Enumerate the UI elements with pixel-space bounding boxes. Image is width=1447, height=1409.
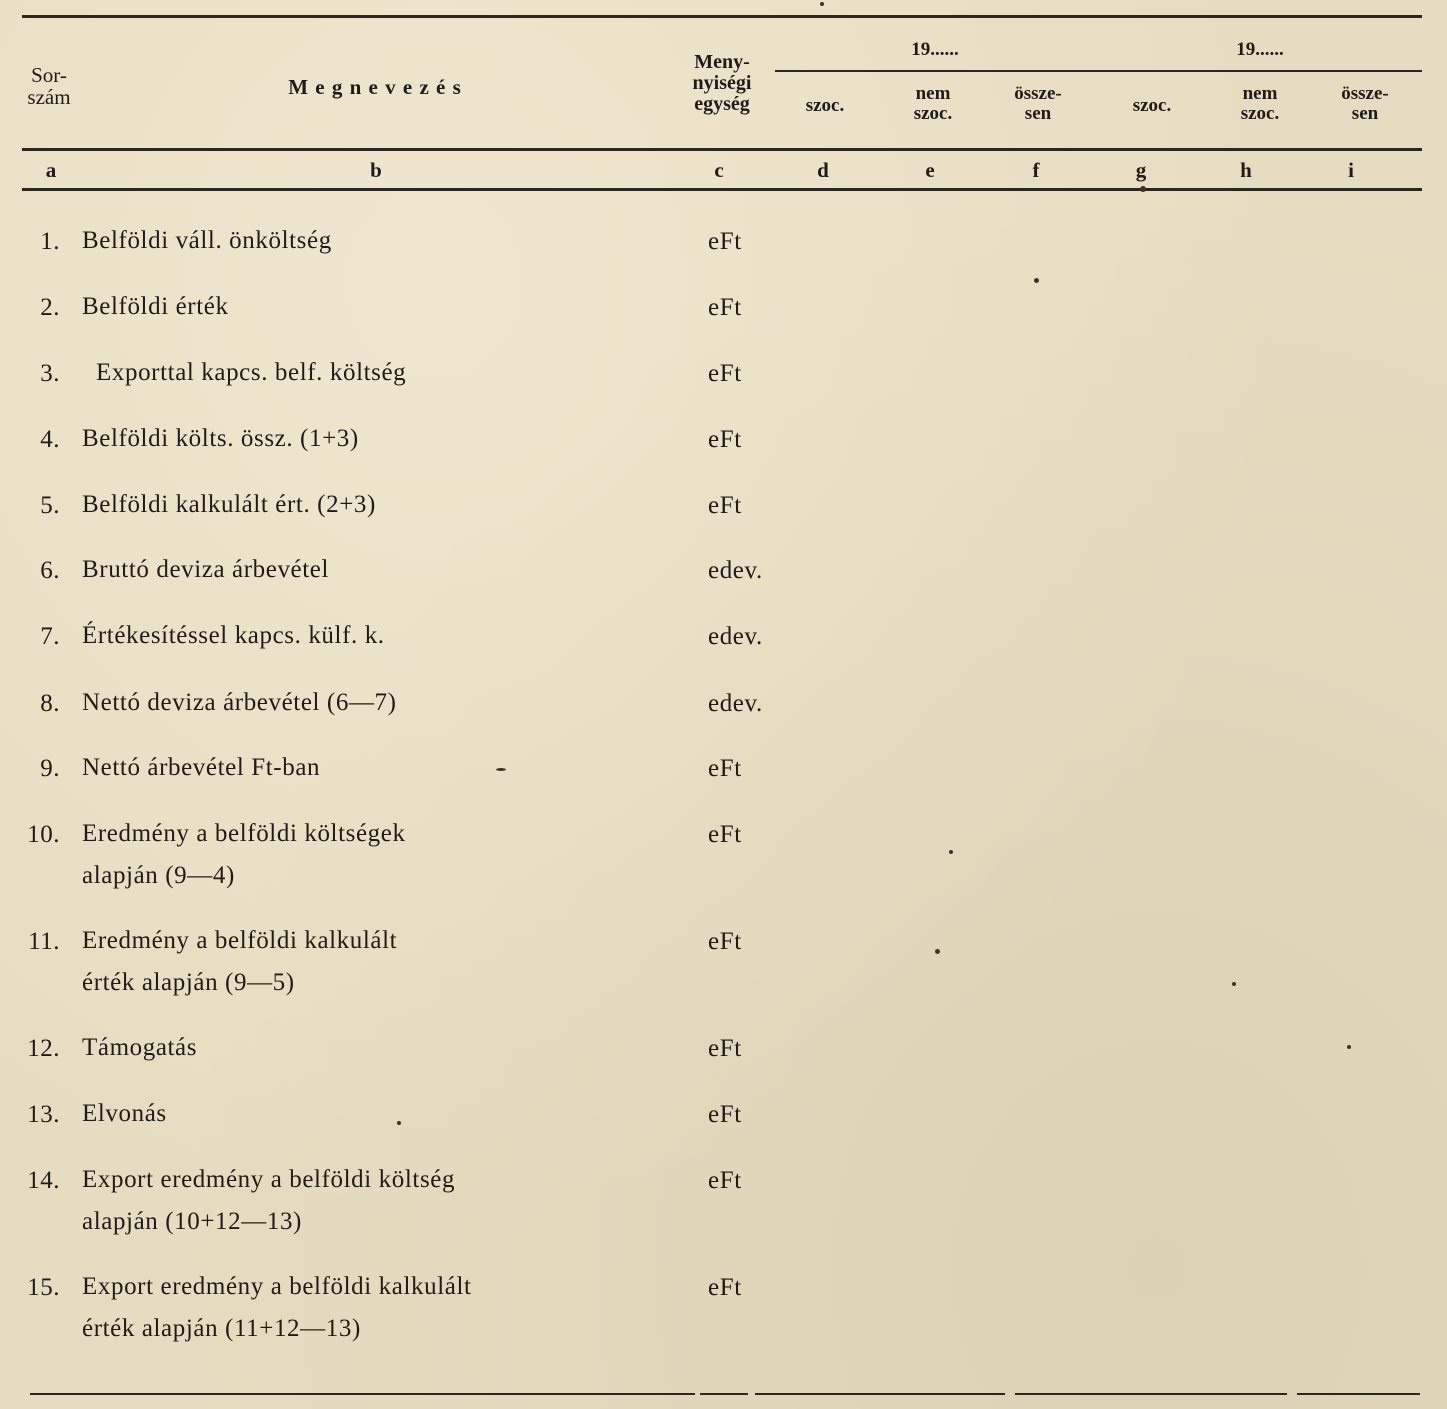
name-header: M e g n e v e z é s bbox=[288, 75, 462, 99]
row-number: 8. bbox=[40, 690, 60, 717]
row-name: Nettó árbevétel Ft-ban bbox=[82, 754, 321, 781]
paper-speck bbox=[1034, 278, 1039, 283]
col-letter-d: d bbox=[817, 158, 829, 182]
row-number: 1. bbox=[40, 228, 60, 255]
bottom-rule-segment bbox=[1015, 1393, 1287, 1395]
sub-col-h: nem szoc. bbox=[1240, 83, 1280, 124]
bottom-rule-segment bbox=[755, 1393, 1005, 1395]
year-group-rule bbox=[775, 70, 1422, 72]
row-name: Nettó deviza árbevétel (6—7) bbox=[82, 689, 397, 716]
paper-speck bbox=[820, 2, 824, 6]
row-name: Belföldi váll. önköltség bbox=[82, 227, 332, 254]
col-letter-a: a bbox=[45, 158, 57, 182]
unit-header: Meny- nyiségi egység bbox=[692, 51, 752, 115]
row-unit: eFt bbox=[708, 228, 742, 255]
row-unit: eFt bbox=[708, 294, 742, 321]
row-name: Eredmény a belföldi költségek alapján (9—4) bbox=[82, 820, 406, 889]
row-number: 3. bbox=[40, 360, 60, 387]
row-unit: edev. bbox=[708, 690, 763, 717]
row-name: Eredmény a belföldi kalkulált érték alapján (9—5) bbox=[82, 927, 398, 996]
row-unit: edev. bbox=[708, 557, 763, 584]
sub-col-g: szoc. bbox=[1132, 95, 1172, 116]
row-unit: eFt bbox=[708, 755, 742, 782]
row-name: Belföldi érték bbox=[82, 293, 229, 320]
paper-speck bbox=[949, 850, 953, 854]
row-number: 12. bbox=[27, 1035, 60, 1062]
row-number: 14. bbox=[27, 1167, 60, 1194]
col-letter-b: b bbox=[370, 158, 382, 182]
bottom-rule-segment bbox=[1297, 1393, 1420, 1395]
row-number: 2. bbox=[40, 294, 60, 321]
bottom-rule-segment bbox=[30, 1393, 695, 1395]
row-name: Elvonás bbox=[82, 1100, 167, 1127]
row-number: 9. bbox=[40, 755, 60, 782]
row-number: 4. bbox=[40, 426, 60, 453]
row-unit: eFt bbox=[708, 928, 742, 955]
row-name: Bruttó deviza árbevétel bbox=[82, 556, 330, 583]
row-unit: eFt bbox=[708, 360, 742, 387]
col-letter-g: g bbox=[1135, 158, 1147, 182]
row-number: 11. bbox=[28, 928, 60, 955]
paper-speck bbox=[496, 768, 506, 771]
row-number: 5. bbox=[40, 492, 60, 519]
sub-col-f: össze- sen bbox=[1014, 83, 1062, 124]
row-name: Támogatás bbox=[82, 1034, 198, 1061]
row-number: 13. bbox=[27, 1101, 60, 1128]
col-letter-f: f bbox=[1032, 158, 1040, 182]
col-letter-i: i bbox=[1348, 158, 1354, 182]
col-letter-e: e bbox=[925, 158, 935, 182]
paper-speck bbox=[935, 949, 940, 954]
sub-col-i: össze- sen bbox=[1341, 83, 1389, 124]
row-number: 6. bbox=[40, 557, 60, 584]
paper-speck bbox=[1347, 1045, 1351, 1049]
row-unit: eFt bbox=[708, 1274, 742, 1301]
sub-col-e: nem szoc. bbox=[913, 83, 953, 124]
row-unit: eFt bbox=[708, 1167, 742, 1194]
row-number: 7. bbox=[40, 623, 60, 650]
year-group-1-header: 19...... bbox=[911, 39, 959, 60]
row-name: Értékesítéssel kapcs. külf. k. bbox=[82, 622, 385, 649]
col-letter-h: h bbox=[1240, 158, 1252, 182]
row-unit: eFt bbox=[708, 492, 742, 519]
row-unit: eFt bbox=[708, 821, 742, 848]
bottom-rule-segment bbox=[700, 1393, 748, 1395]
row-name: Belföldi kalkulált ért. (2+3) bbox=[82, 491, 376, 518]
year-group-2-header: 19...... bbox=[1236, 39, 1284, 60]
row-unit: eFt bbox=[708, 426, 742, 453]
row-number: 15. bbox=[27, 1274, 60, 1301]
row-name: Exporttal kapcs. belf. költség bbox=[96, 359, 407, 386]
row-number: 10. bbox=[27, 821, 60, 848]
row-name: Belföldi költs. össz. (1+3) bbox=[82, 425, 359, 452]
row-name: Export eredmény a belföldi költség alapján (10+12—13) bbox=[82, 1166, 456, 1235]
serial-header: Sor- szám bbox=[27, 63, 71, 110]
letters-bottom-rule bbox=[22, 188, 1422, 191]
row-unit: eFt bbox=[708, 1035, 742, 1062]
paper-speck bbox=[1140, 186, 1146, 192]
row-name: Export eredmény a belföldi kalkulált érték alapján (11+12—13) bbox=[82, 1273, 472, 1342]
paper-speck bbox=[397, 1121, 401, 1125]
top-rule bbox=[22, 15, 1422, 18]
col-letter-c: c bbox=[714, 158, 724, 182]
row-unit: eFt bbox=[708, 1101, 742, 1128]
row-unit: edev. bbox=[708, 623, 763, 650]
paper-speck bbox=[1232, 982, 1236, 986]
header-bottom-rule bbox=[22, 148, 1422, 151]
sub-col-d: szoc. bbox=[805, 95, 845, 116]
